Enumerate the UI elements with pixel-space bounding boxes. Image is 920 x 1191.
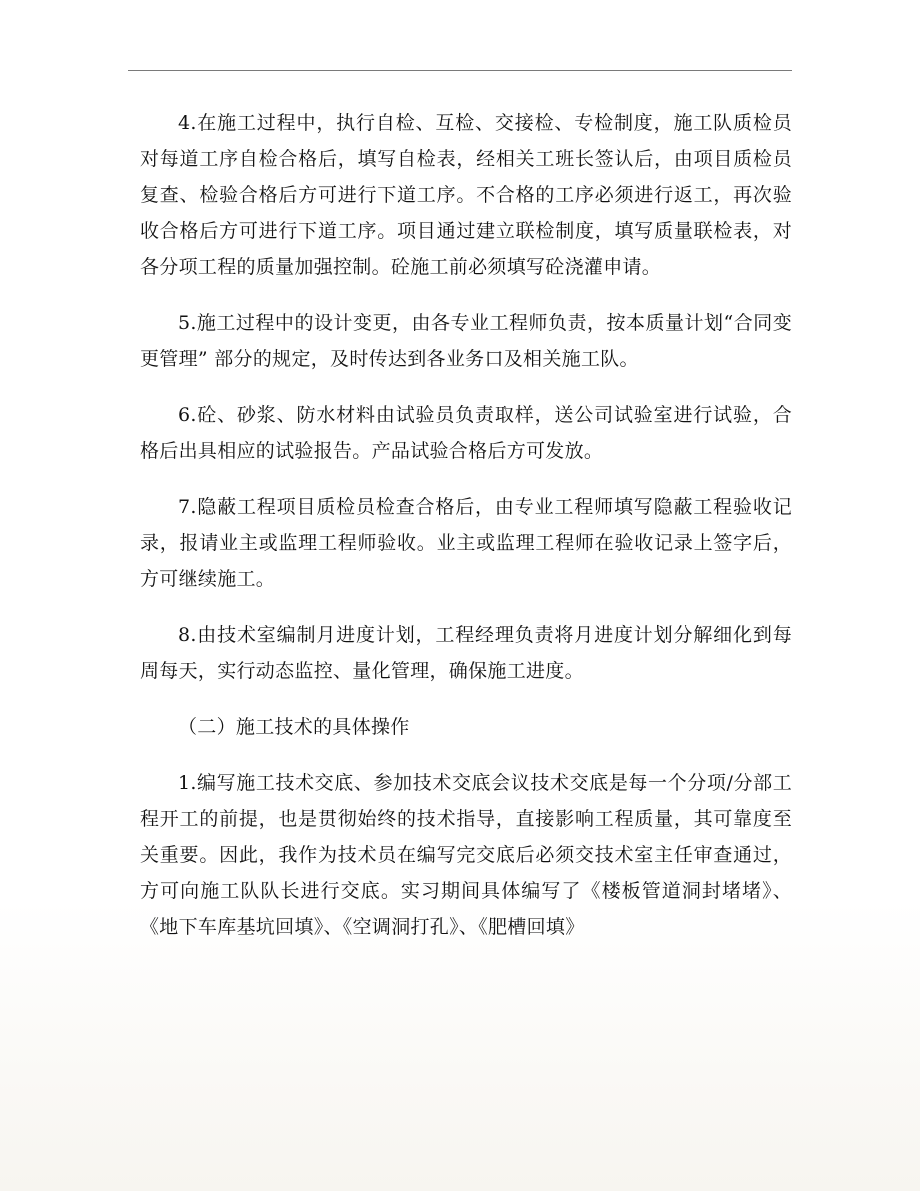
document-body — [140, 105, 792, 965]
paragraph-item-5: 5.施工过程中的设计变更，由各专业工程师负责，按本质量计划“合同变更管理” 部分的规定，及时传达到各业务口及相关施工队。 — [140, 312, 792, 370]
paragraph-item-8: 8.由技术室编制月进度计划，工程经理负责将月进度计划分解细化到每周每天，实行动态监控、量化管理，确保施工进度。 — [140, 624, 792, 682]
paragraph-item-4: 4.在施工过程中，执行自检、互检、交接检、专检制度，施工队质检员对每道工序自检合格后，填写自检表，经相关工班长签认后，由项目质检员复查、检验合格后方可进行下道工序。不合格的工序必须进行返工，再次验收合格后方可进行下道工序。项目通过建立联检制度，填写质量联检表，对各分项工程的质量加强控制。砼施工前必须填写砼浇灌申请。 — [140, 112, 792, 278]
section-paragraph-1: 1.编写施工技术交底、参加技术交底会议技术交底是每一个分项/分部工程开工的前提，也是贯彻始终的技术指导，直接影响工程质量，其可靠度至关重要。因此，我作为技术员在编写完交底后必须交技术室主任审查通过，方可向施工队队长进行交底。实习期间具体编写了《楼板管道洞封堵堵》、《地下车库基坑回填》、《空调洞打孔》、《肥槽回填》 — [140, 772, 792, 938]
paragraph-item-7: 7.隐蔽工程项目质检员检查合格后，由专业工程师填写隐蔽工程验收记录，报请业主或监理工程师验收。业主或监理工程师在验收记录上签字后，方可继续施工。 — [140, 496, 792, 590]
paragraph-item-6: 6.砼、砂浆、防水材料由试验员负责取样，送公司试验室进行试验，合格后出具相应的试验报告。产品试验合格后方可发放。 — [140, 404, 792, 462]
section-heading: （二）施工技术的具体操作 — [178, 716, 410, 738]
header-rule — [128, 70, 792, 71]
